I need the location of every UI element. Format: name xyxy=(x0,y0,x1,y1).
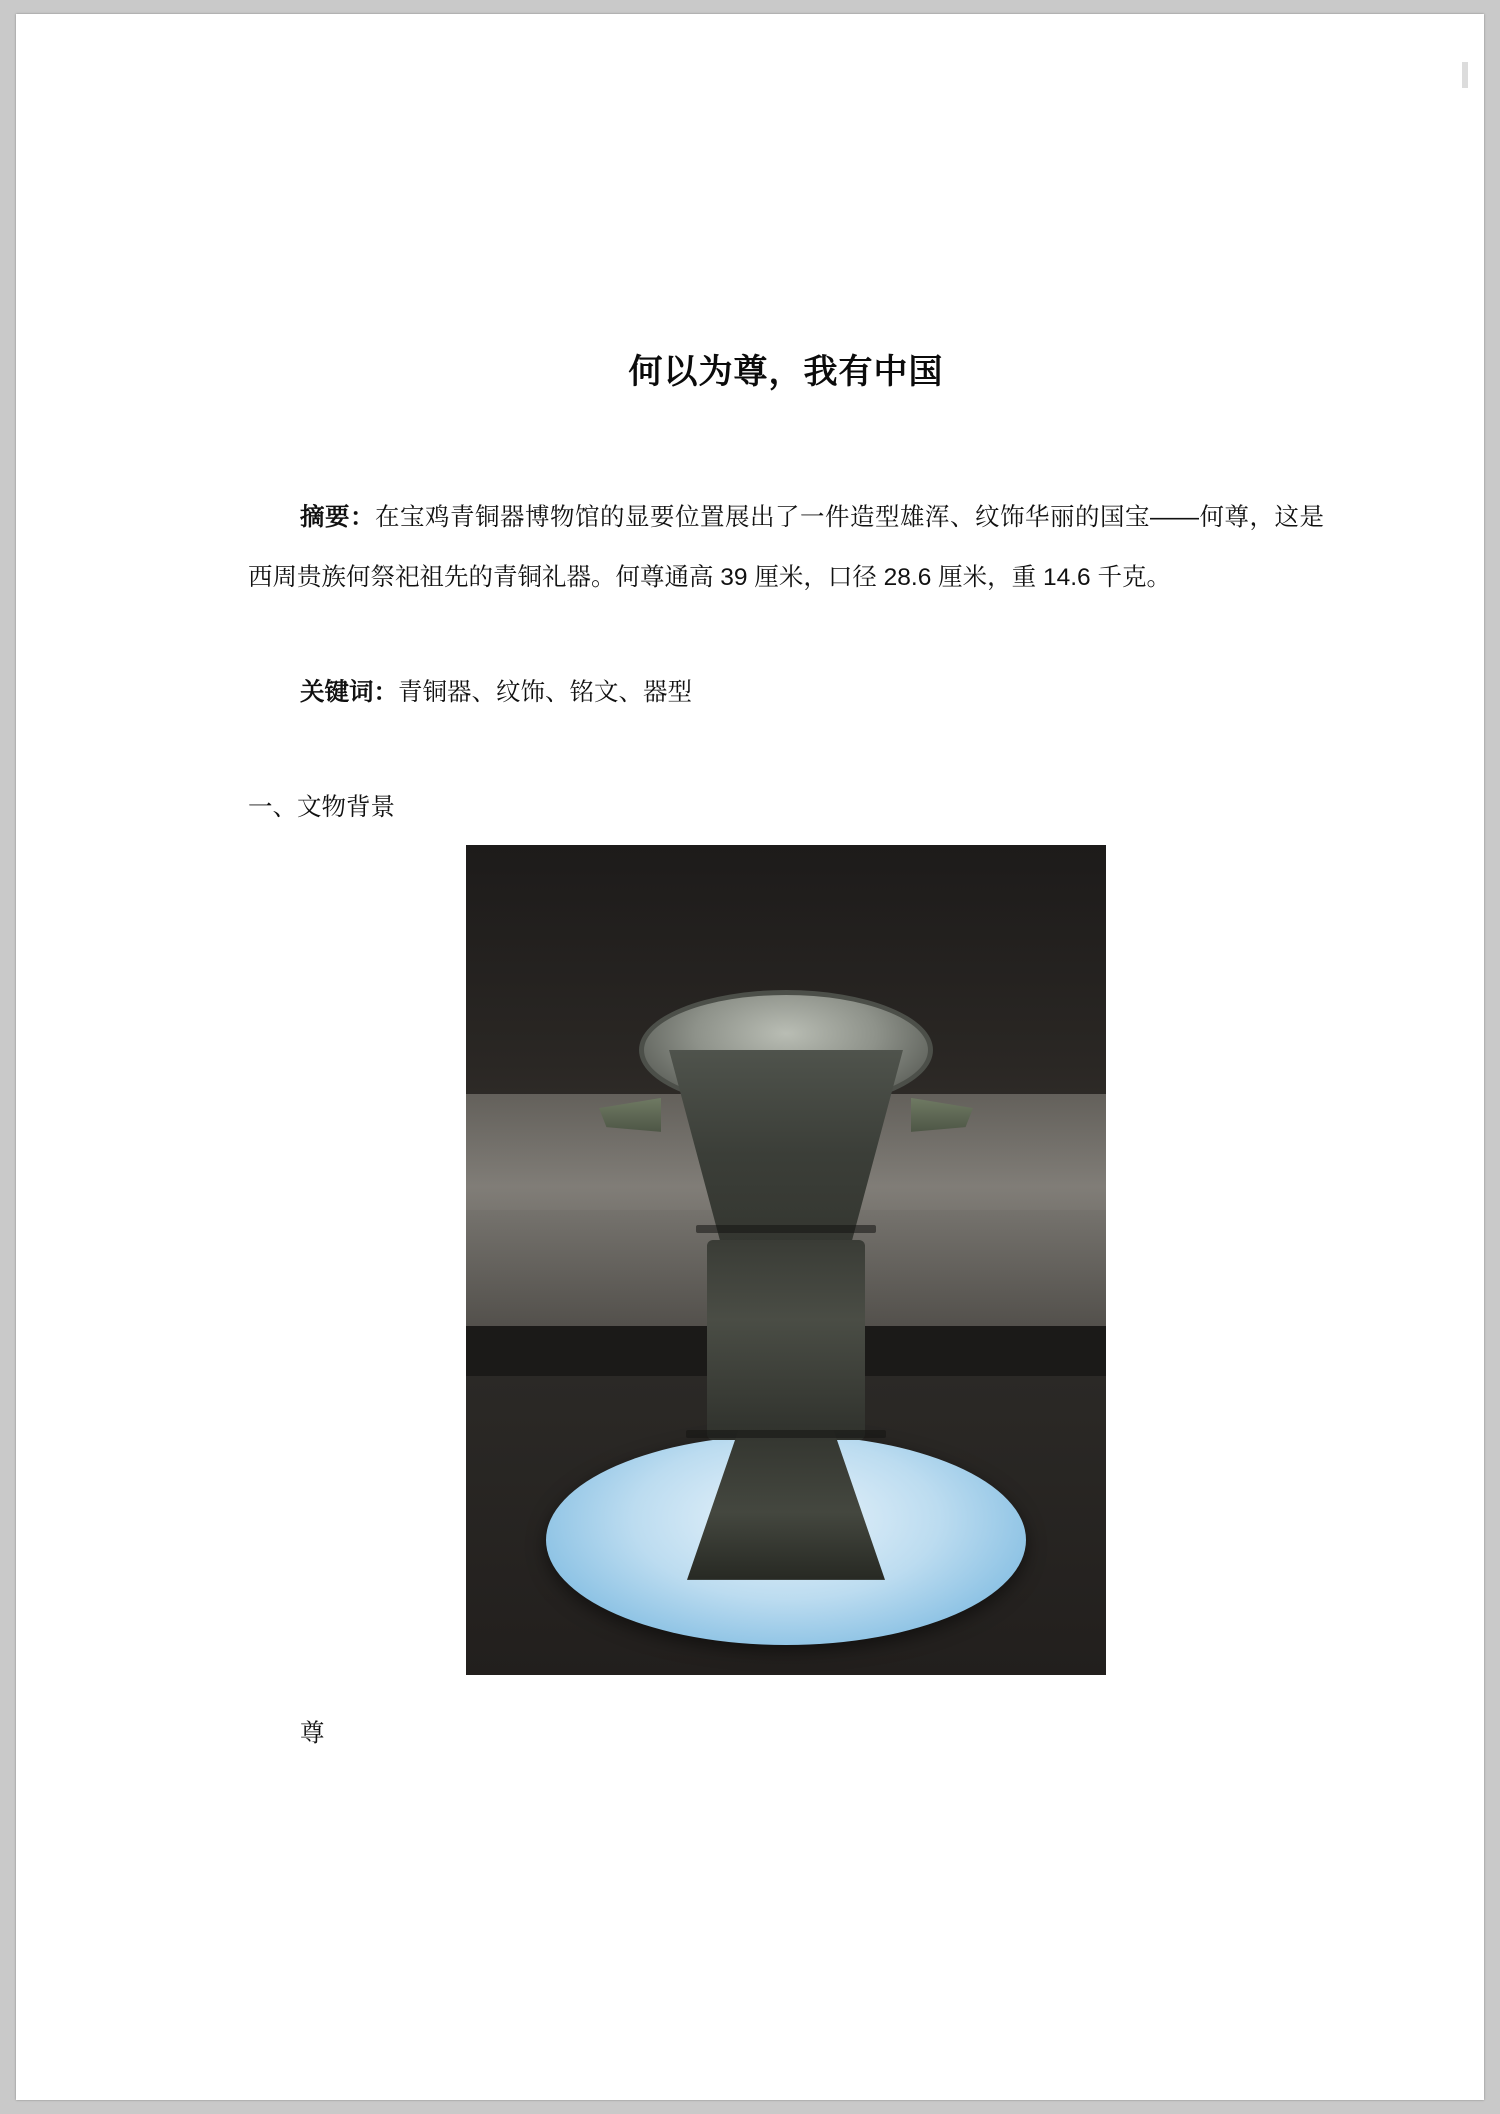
figure-caption: 尊 xyxy=(300,1719,325,1747)
keywords-label: 关键词： xyxy=(300,679,398,707)
abstract-paragraph xyxy=(248,488,1324,608)
document-content xyxy=(16,14,1484,1749)
page-title: 何以为尊，我有中国 xyxy=(628,353,944,391)
vessel-foot xyxy=(687,1430,885,1580)
abstract-text: 在宝鸡青铜器博物馆的显要位置展出了一件造型雄浑、纹饰华丽的国宝——何尊，这是西周贵族何祭祀祖先的青铜礼器。何尊通高 39 厘米，口径 28.6 厘米，重 14.6 千克。 xyxy=(248,504,1324,592)
section-heading-background: 一、文物背景 xyxy=(248,793,395,821)
keywords-paragraph xyxy=(248,666,1324,720)
vessel-ridge-upper xyxy=(696,1225,876,1233)
vessel-ridge-lower xyxy=(686,1430,886,1438)
bronze-vessel xyxy=(661,990,911,1580)
keywords-text: 青铜器、纹饰、铭文、器型 xyxy=(398,679,692,707)
vessel-belly xyxy=(707,1240,865,1440)
document-page xyxy=(16,14,1484,2100)
artifact-photo xyxy=(466,845,1106,1675)
figure-block xyxy=(248,845,1324,1749)
abstract-label: 摘要： xyxy=(300,504,375,531)
